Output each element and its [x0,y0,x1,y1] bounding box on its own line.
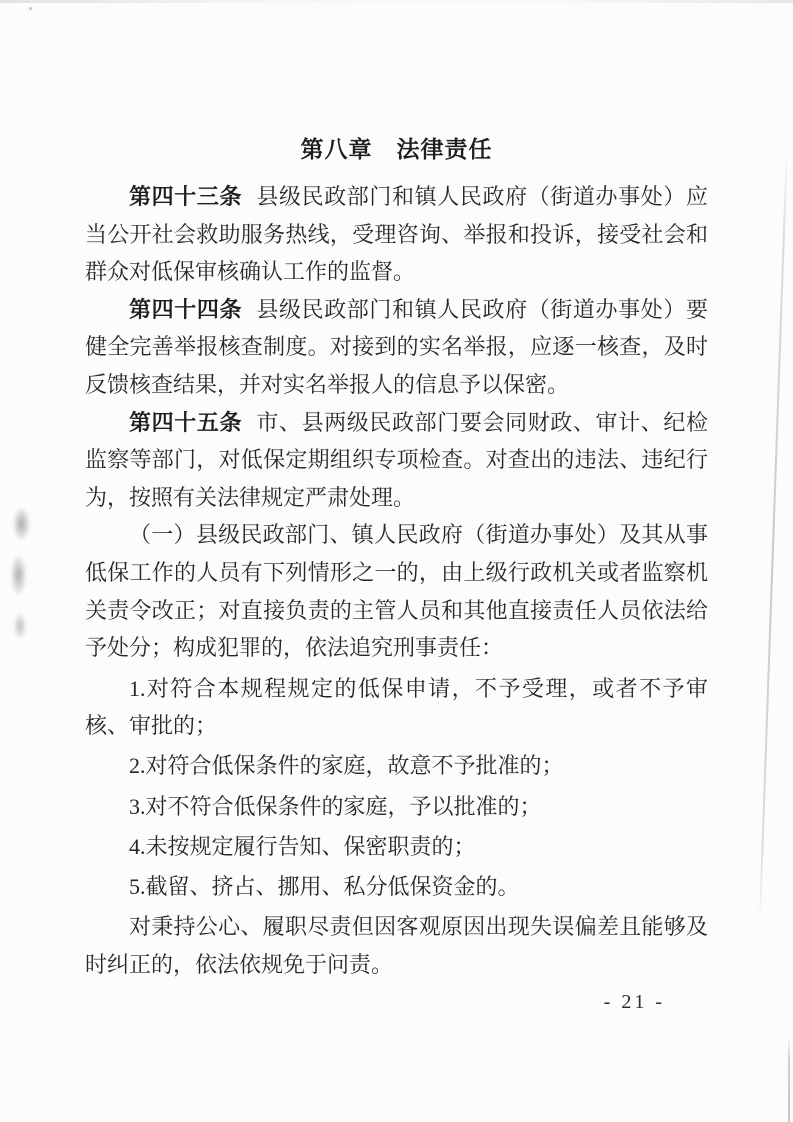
page-number: - 21 - [603,991,665,1013]
paper-edge-line-artifact [759,145,788,925]
list-item-3: 3.对不符合低保条件的家庭，予以批准的； [129,793,542,819]
article-44-text: 县级民政部门和镇人民政府（街道办事处）要健全完善举报核查制度。对接到的实名举报，应逐一核查，及时反馈核查结果，并对实名举报人的信息予以保密。 [85,296,708,397]
chapter-heading: 第八章 法律责任 [300,136,493,162]
paper-edge-line-bottom-artifact [788,1035,790,1122]
ink-smudge-artifact [5,503,35,653]
clause-1-paragraph: （一）县级民政部门、镇人民政府（街道办事处）及其从事低保工作的人员有下列情形之一的，由上级行政机关或者监察机关责令改正；对直接负责的主管人员和其他直接责任人员依法给予处分；构成犯罪的，依法追究刑事责任： [85,522,708,661]
list-item-4: 4.未按规定履行告知、保密职责的； [129,833,476,859]
article-44-paragraph [85,291,708,404]
list-item-1: 1.对符合本规程规定的低保申请，不予受理，或者不予审核、审批的； [85,675,708,739]
article-43-text: 县级民政部门和镇人民政府（街道办事处）应当公开社会救助服务热线，受理咨询、举报和投诉，接受社会和群众对低保审核确认工作的监督。 [85,184,708,285]
list-item-5: 5.截留、挤占、挪用、私分低保资金的。 [129,873,520,899]
article-45-text: 市、县两级民政部门要会同财政、审计、纪检监察等部门，对低保定期组织专项检查。对查出的违法、违纪行为，按照有关法律规定严肃处理。 [85,409,708,510]
scan-speck-artifact [29,7,32,10]
article-44-number: 第四十四条 [129,296,243,322]
article-45-paragraph [85,404,708,517]
article-45-number: 第四十五条 [129,409,243,435]
list-item-2: 2.对符合低保条件的家庭，故意不予批准的； [129,753,564,779]
article-43-paragraph [85,178,708,291]
scan-top-edge-artifact [0,0,793,3]
document-body [85,134,708,983]
closing-paragraph: 对秉持公心、履职尽责但因客观原因出现失误偏差且能够及时纠正的，依法依规免于问责。 [85,914,708,977]
article-43-number: 第四十三条 [129,184,243,209]
